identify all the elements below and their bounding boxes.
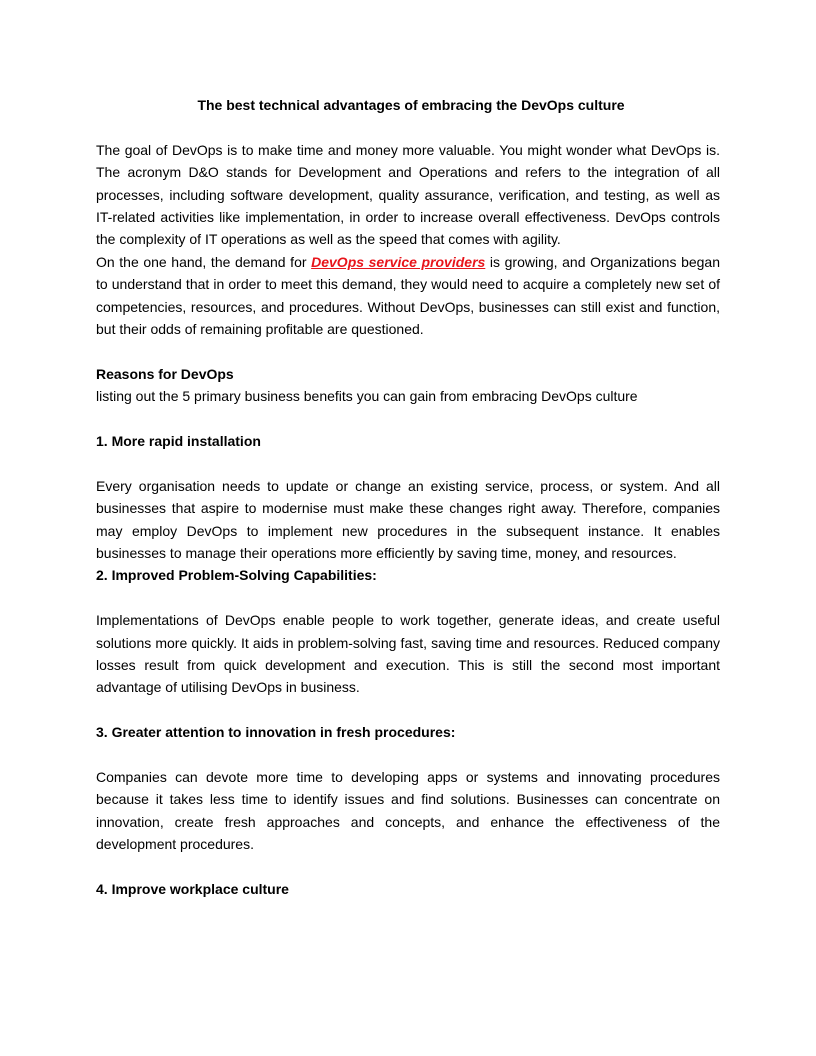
spacer <box>96 408 720 430</box>
section-1-body: Every organisation needs to update or change an existing service, process, or system. And all businesses that aspire to modernise must make these changes right away. Therefore, companies may employ DevOps to implement new procedures in the subsequent instance. It enables businesses to manage their operations more efficiently by saving time, money, and resources. <box>96 477 720 562</box>
spacer <box>96 452 720 474</box>
spacer <box>96 587 720 609</box>
spacer <box>96 856 720 878</box>
devops-service-providers-link[interactable]: DevOps service providers <box>311 253 486 270</box>
section-3-body: Companies can devote more time to developing apps or systems and innovating procedures because it takes less time to identify issues and find solutions. Businesses can concentrate on innovation, create fresh approaches and concepts, and enhance the effectiveness of the development procedures. <box>96 769 720 853</box>
reasons-text: listing out the 5 primary business benefits you can gain from embracing DevOps culture <box>96 388 638 405</box>
reasons-heading: Reasons for DevOps <box>96 365 234 382</box>
section-2-body: Implementations of DevOps enable people to work together, generate ideas, and create useful solutions more quickly. It aids in problem-solving fast, saving time and resources. Reduced company losses result from quick development and execution. This is still the second most important advantage of utilising DevOps in business. <box>96 612 720 696</box>
section-2-heading: 2. Improved Problem-Solving Capabilities: <box>96 567 377 584</box>
section-4-heading: 4. Improve workplace culture <box>96 881 289 898</box>
section-1-heading: 1. More rapid installation <box>96 433 261 450</box>
spacer <box>96 744 720 766</box>
section-3-heading: 3. Greater attention to innovation in fresh procedures: <box>96 724 456 741</box>
intro-p2-before: On the one hand, the demand for <box>96 253 312 270</box>
intro-p2-after: is growing, and Organizations began to understand that in order to meet this demand, they would need to acquire a completely new set of competencies, resources, and procedures. Without DevOps, businesses can still exist and function, but their odds of remaining profitable are questioned. <box>96 253 720 338</box>
intro-paragraph-1: The goal of DevOps is to make time and money more valuable. You might wonder what DevOps is. The acronym D&O stands for Development and Operations and refers to the integration of all processes, including software development, quality assurance, verification, and testing, as well as IT-related activities like implementation, in order to increase overall effectiveness. DevOps controls the complexity of IT operations as well as the speed that comes with agility. <box>96 141 720 248</box>
intro-paragraph-2 <box>96 251 720 341</box>
document-title: The best technical advantages of embracing the DevOps culture <box>197 97 625 113</box>
spacer <box>96 699 720 721</box>
spacer <box>96 340 720 362</box>
